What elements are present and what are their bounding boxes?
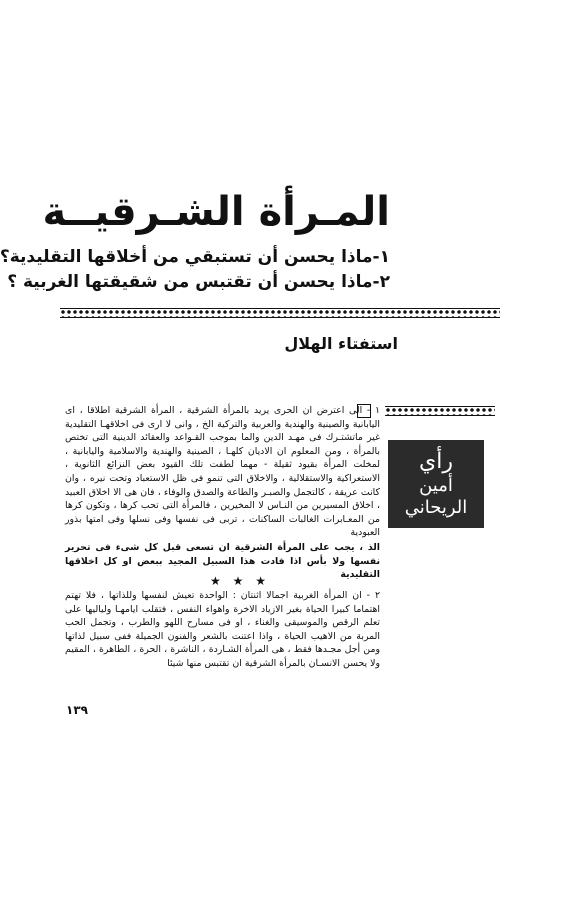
author-last-name: الريحاني [404,497,468,518]
opinion-author-box [388,440,484,528]
question-two: ٢-ماذا يحسن أن تقتبس من شقيقتها الغربية ؟ [7,272,390,292]
answer-paragraph-one: ١ - الى اعترض ان الحرى يريد بالمرأة الشرقية ، المرأة الشرقية اطلاقا ، اى اليابانية والصينية والهندية والعربية والتركية الخ ، وانى لا ارى فى اخلاقهـا التقليدية غير ماتشتـرك فى مهـد الدين والما بموجب القـواعد والعقائد الدينية التى تختص بالمرأة ، ومن المعلوم ان الاديان كلهـا ، الصينية والهندية والاسلامية واليابانية ، لمخلت المرأة بقيود ثقيلة - مهما لطفت تلك القيود بعض النزائع الثانوية ، الاستعراكية والاستقلالية ، والاخلاق التى تنمو فى ظل الاستعباد وتحت نيره ، وان كانت عريقة ، كالتجمل والصبـر والطاعة والصدق والوفاء ، فان هى الا اخلاق العبيد ، اخلاق المسيرين من النـاس لا المخيرين ، فالمرأة التى تحب كرها ، وتكون كرها من المعـابرات الغالبات الساكنات ، تربى فى نفسها وفى نسلها وفى امتها بذور العبودية [65,405,380,539]
article-title: المـرأة الشـرقيــة [42,189,390,235]
answer-paragraph-two: ٢ - ان المرأة الغربية اجمالا اثنتان : الواحدة تعيش لنفسها وللذاتها ، فلا تهتم اهتماما كبيرا الحياة بغير الازياد الاخرة واهواء النفس ، فتقلب ايامهـا ولياليها على تعلم الرقص والموسيقى والغناء ، او فى مسارح اللهو والطرب ، وتجمل الحب المربة من الاهيب الحياة ، واذا اعتنت بالشعر والفنون الجميلة ففى سبيل لذاتها ومن أجل مجـدها فقط ، هى المرأة الشـاردة ، الناشرة ، الحرة ، الطاهرة ، المقيم ولا يحسن الانسـان بالمرأة الشرقية ان تقتبس منها شيئا [65,590,380,669]
answer-conclusion-bold: الذ ، يجب على المرأة الشرقية ان تسعى قبل كل شىء فى تحرير نفسها ولا بأس اذا فادت هذا السبيل المجيد ببعض او كل اخلاقها التقليدية [65,542,380,581]
survey-label: استفتاء الهلال [284,334,398,353]
author-first-name: أمين [419,475,453,496]
question-one: ١-ماذا يحسن أن تستبقي من أخلاقها التقليدية؟ [0,247,390,267]
section-separator-stars: ★ ★ ★ [210,574,270,588]
decorative-border-top [60,308,500,318]
page-number: ١٣٩ [66,703,88,717]
opinion-label: رأي [419,449,453,474]
decorative-border-side [385,406,495,416]
